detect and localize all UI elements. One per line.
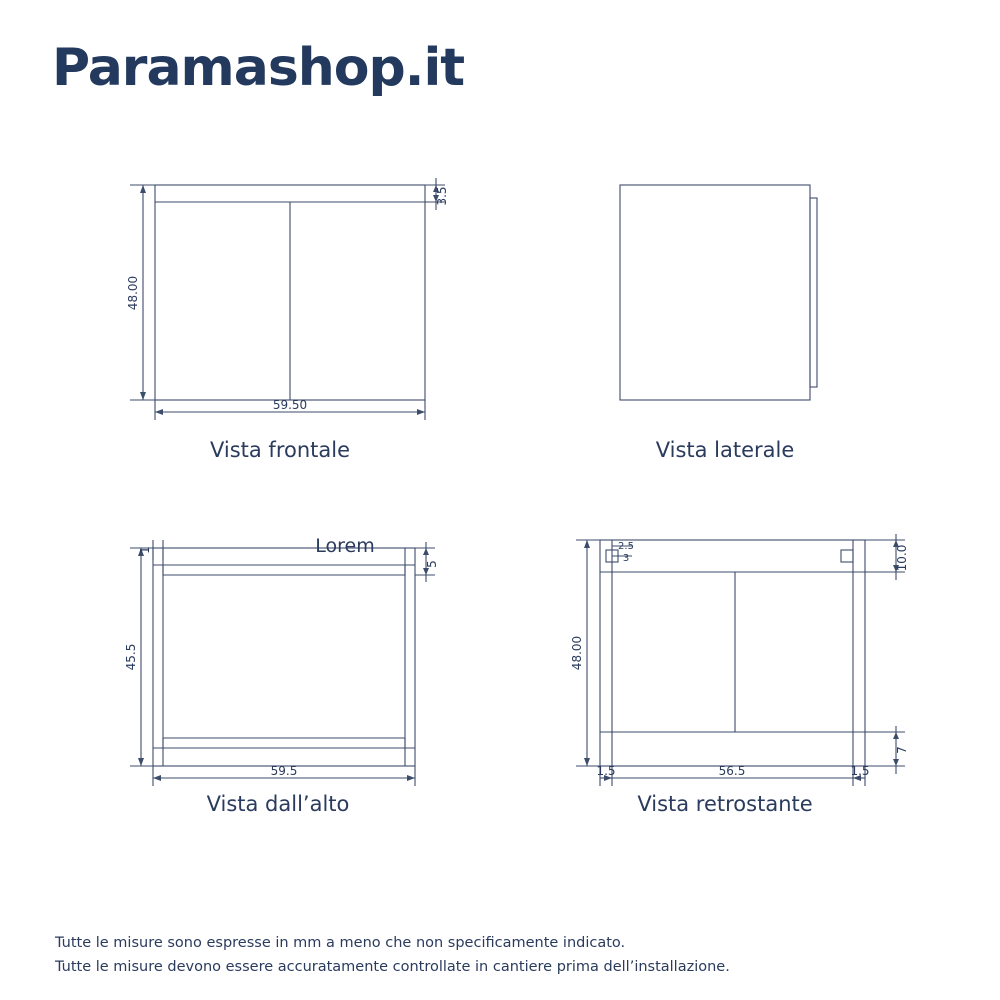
back-small-a-dim: 2.5 <box>618 541 634 552</box>
front-height-dim: 48.00 <box>126 275 140 311</box>
back-view-drawing <box>560 520 920 790</box>
top-width-dim: 59.5 <box>270 764 298 778</box>
back-view-caption: Vista retrostante <box>637 792 813 816</box>
top-right-thickness-dim: 5 <box>425 560 439 568</box>
back-height-dim: 48.00 <box>570 635 584 671</box>
back-left-edge-dim: 1.5 <box>596 764 616 778</box>
front-view-drawing <box>110 160 470 430</box>
back-right-edge-dim: 1.5 <box>850 764 870 778</box>
top-left-thickness-dim: 1 <box>138 546 152 554</box>
back-small-b-dim: 3 <box>622 553 630 564</box>
back-top-dim: 10.0 <box>895 544 909 572</box>
top-view-label: Lorem <box>315 535 375 557</box>
front-view-caption: Vista frontale <box>209 438 351 462</box>
side-view-caption: Vista laterale <box>655 438 795 462</box>
note-line-1: Tutte le misure sono espresse in mm a meno che non specificamente indicato. <box>55 935 626 951</box>
top-depth-dim: 45.5 <box>124 643 138 671</box>
front-width-dim: 59.50 <box>272 398 308 412</box>
back-bottom-dim: 7 <box>895 746 909 754</box>
front-topgap-dim: 3.5 <box>435 186 449 206</box>
note-line-2: Tutte le misure devono essere accuratamente controllate in cantiere prima dell’installazione. <box>55 959 730 975</box>
top-view-drawing <box>105 520 475 790</box>
side-view-drawing <box>580 160 910 430</box>
brand-logo: Paramashop.it <box>52 38 465 98</box>
back-inner-width-dim: 56.5 <box>718 764 746 778</box>
top-view-caption: Vista dall’alto <box>206 792 350 816</box>
